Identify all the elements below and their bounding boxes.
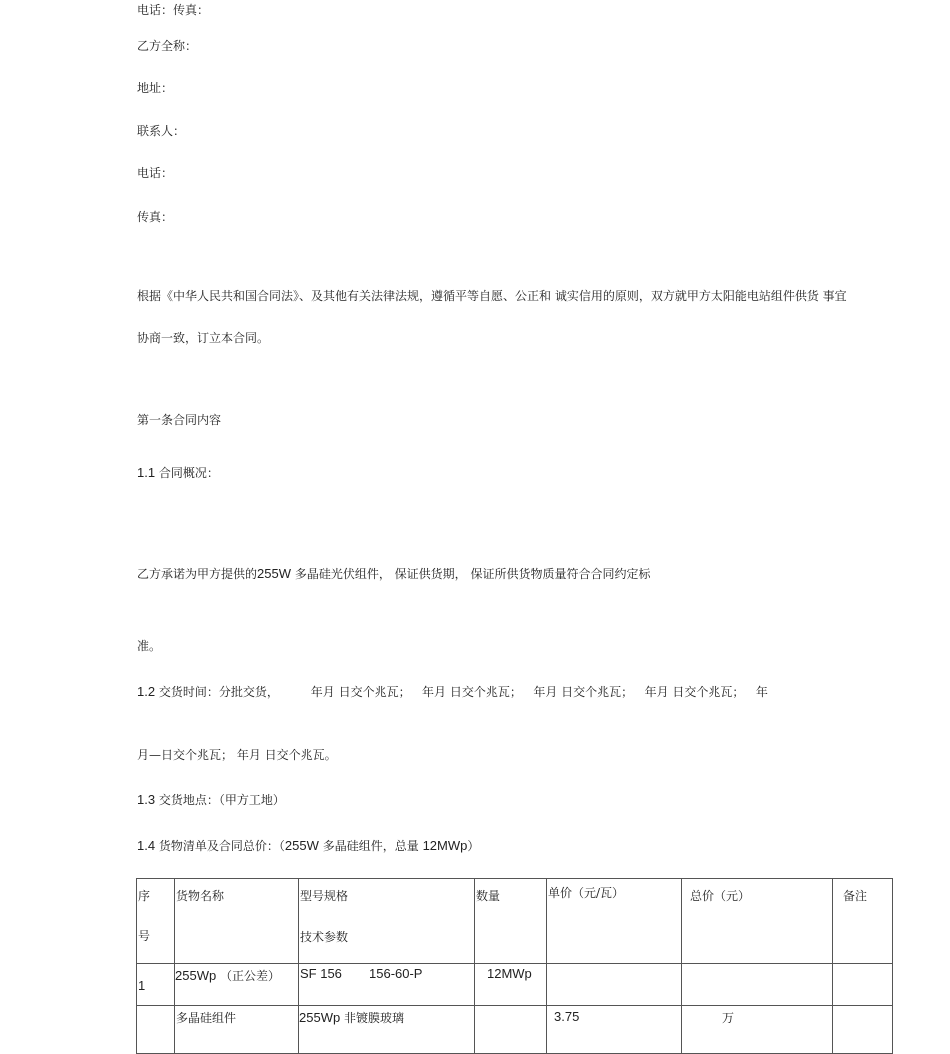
header-model xyxy=(299,879,475,964)
row2-unit-price xyxy=(547,1006,682,1054)
row1-tolerance: （正公差） xyxy=(220,969,281,983)
row2-model xyxy=(299,1006,475,1054)
header-seq-2: 号 xyxy=(138,929,151,943)
row1-seq-text: 1 xyxy=(138,978,146,993)
header-qty xyxy=(475,879,547,964)
section-number: 1.4 xyxy=(137,838,156,853)
delivery-batch-4: 年月 日交个兆瓦； xyxy=(644,685,745,699)
delivery-batch-2: 年月 日交个兆瓦； xyxy=(422,685,522,699)
row1-total-price xyxy=(682,964,833,1006)
row2-qty xyxy=(475,1006,547,1054)
row1-model-b: 156-60-P xyxy=(369,966,423,981)
goods-price-table xyxy=(136,878,893,1054)
row1-model-a: SF 156 xyxy=(300,966,342,981)
contact-person-label: 联系人： xyxy=(137,124,186,138)
supply-commitment-line xyxy=(137,565,650,582)
row1-model xyxy=(299,964,475,1006)
delivery-batch-3: 年月 日交个兆瓦； xyxy=(533,685,634,699)
row2-seq xyxy=(137,1006,175,1054)
row2-power: 255Wp xyxy=(299,1010,341,1025)
row1-qty xyxy=(475,964,547,1006)
row1-seq xyxy=(137,964,175,1006)
delivery-batch-1: 年月 日交个兆瓦； xyxy=(310,685,411,699)
party-b-name-label: 乙方全称： xyxy=(137,39,198,53)
header-goods-name-text: 货物名称 xyxy=(176,889,225,903)
row2-model-text xyxy=(299,1009,404,1026)
goods-list-text-e: ） xyxy=(467,839,480,853)
row1-goods-name-text xyxy=(175,967,280,984)
header-total-price-text: 总价（元） xyxy=(690,889,751,903)
section-1-4-goods-list xyxy=(137,837,479,854)
commitment-power: 255W xyxy=(257,566,291,581)
preamble-line-2: 协商一致，订立本合同。 xyxy=(137,331,270,345)
goods-list-text-c: 多晶硅组件，总量 xyxy=(322,839,419,853)
header-model-1: 型号规格 xyxy=(300,889,349,903)
header-total-price xyxy=(682,879,833,964)
delivery-time-line-2: 月—日交个兆瓦； 年月 日交个兆瓦。 xyxy=(137,748,337,762)
goods-list-text-a: 货物清单及合同总价：（ xyxy=(158,839,285,853)
goods-list-power: 255W xyxy=(284,838,319,853)
header-remarks-text: 备注 xyxy=(843,889,868,903)
row2-total-price xyxy=(682,1006,833,1054)
row2-unit-price-text: 3.75 xyxy=(554,1009,580,1024)
article-1-title: 第一条合同内容 xyxy=(137,413,222,427)
section-number: 1.2 xyxy=(137,684,156,699)
section-number: 1.3 xyxy=(137,792,156,807)
phone-label: 电话： xyxy=(137,166,174,180)
section-title: 合同概况： xyxy=(158,466,219,480)
row1-power: 255Wp xyxy=(175,968,217,983)
commitment-text-pre: 乙方承诺为甲方提供的 xyxy=(137,567,258,581)
header-remarks xyxy=(833,879,893,964)
table-header-row xyxy=(137,879,893,964)
row2-goods-name xyxy=(175,1006,299,1054)
header-unit-price xyxy=(547,879,682,964)
preamble-line-1: 根据《中华人民共和国合同法》、及其他有关法律法规，遵循平等自愿、公正和 诚实信用的原则，双方就甲方太阳能电站组件供货 事宜 xyxy=(137,289,847,303)
row2-goods-name-text: 多晶硅组件 xyxy=(176,1011,237,1025)
goods-list-total: 12MWp xyxy=(422,838,468,853)
row1-qty-text: 12MWp xyxy=(487,966,532,981)
row2-total-text: 万 xyxy=(722,1011,735,1025)
section-1-1-heading xyxy=(137,464,219,481)
address-label: 地址： xyxy=(137,81,174,95)
header-model-2: 技术参数 xyxy=(300,930,349,944)
section-number: 1.1 xyxy=(137,465,156,480)
row2-glass: 非镀膜玻璃 xyxy=(344,1011,405,1025)
header-unit-price-text: 单价（元/瓦） xyxy=(548,886,625,900)
section-1-3-delivery-place xyxy=(137,791,285,808)
section-1-2-delivery-time xyxy=(137,683,768,700)
row2-remarks xyxy=(833,1006,893,1054)
table-row xyxy=(137,964,893,1006)
row1-unit-price xyxy=(547,964,682,1006)
delivery-batch-5-year: 年 xyxy=(755,685,768,699)
table-row xyxy=(137,1006,893,1054)
delivery-time-lead: 交货时间：分批交货， xyxy=(158,685,279,699)
supply-commitment-tail: 准。 xyxy=(137,639,162,653)
header-seq-1: 序 xyxy=(138,889,151,903)
commitment-text-post: 多晶硅光伏组件， 保证供货期， 保证所供货物质量符合合同约定标 xyxy=(294,567,651,581)
phone-fax-line: 电话：传真： xyxy=(137,3,210,17)
row1-remarks xyxy=(833,964,893,1006)
header-seq xyxy=(137,879,175,964)
row1-goods-name xyxy=(175,964,299,1006)
header-qty-text: 数量 xyxy=(476,889,501,903)
header-goods-name xyxy=(175,879,299,964)
fax-label: 传真： xyxy=(137,210,174,224)
delivery-place-text: 交货地点：（甲方工地） xyxy=(158,793,285,807)
